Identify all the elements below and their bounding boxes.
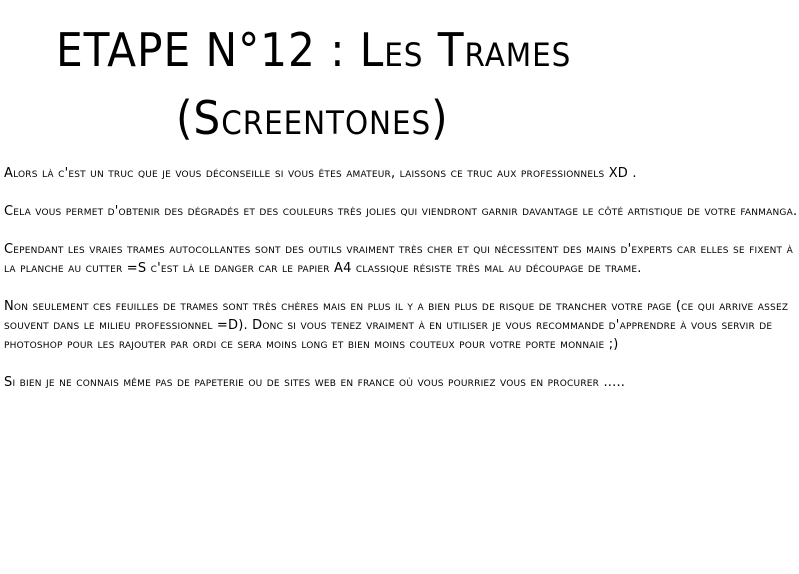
paragraph-cost-warning: Cependant les vraies trames autocollantes sont des outils vraiment très cher et qui nécessitent des mains d'experts car elles se fixent à la planche au cutter =S c'est là le danger car le papier A4 classique résiste très mal au découpage de trame. xyxy=(4,242,793,276)
paragraph-intro: Alors là c'est un truc que je vous déconseille si vous êtes amateur, laissons ce truc aux professionnels XD . xyxy=(4,166,637,181)
paragraph-recommendation: Non seulement ces feuilles de trames sont très chères mais en plus il y a bien plus de risque de trancher votre page (ce qui arrive assez souvent dans le milieu professionnel =D). Donc si vous tenez vraiment à en utiliser je vous recommande d'apprendre à vous servir de photoshop pour les rajouter par ordi ce sera moins long et bien moins couteux pour votre porte monnaie ;) xyxy=(4,299,789,352)
article-body xyxy=(4,164,798,411)
page-title xyxy=(0,14,799,154)
paragraph-availability: Si bien je ne connais même pas de papeterie ou de sites web en france où vous pourriez vous en procurer ..... xyxy=(4,375,626,390)
paragraph-benefits: Cela vous permet d'obtenir des dégradés et des couleurs très jolies qui viendront garnir davantage le côté artistique de votre fanmanga. xyxy=(4,204,798,219)
title-line-2: (Screentones) xyxy=(176,91,449,145)
title-line-1: ETAPE N°12 : Les Trames xyxy=(56,23,572,77)
